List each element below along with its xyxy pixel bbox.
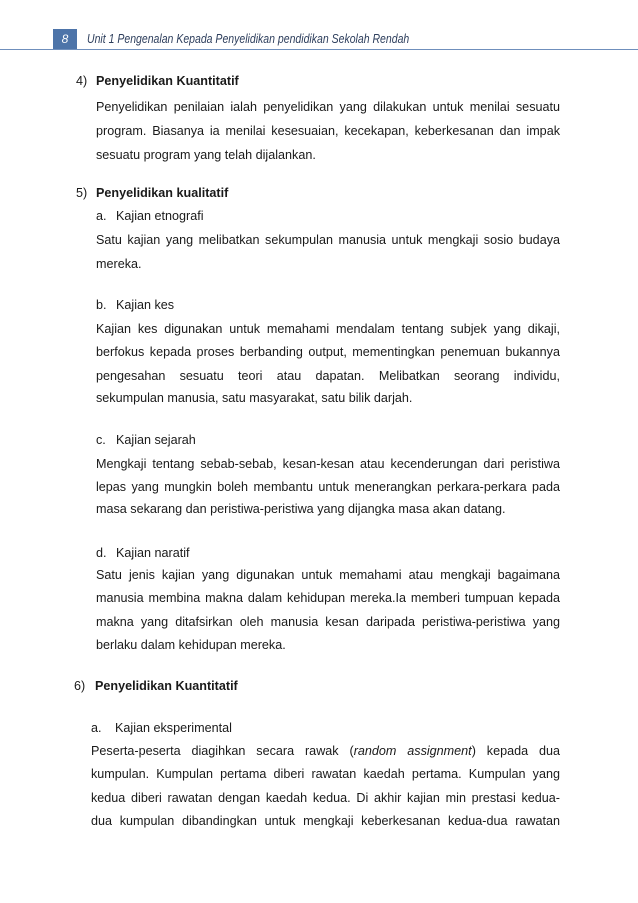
italic-term: random assignment xyxy=(353,744,472,758)
subsection-5c-line: lepas yang mungkin boleh membantu untuk menerangkan perkara-perkara pada xyxy=(96,480,560,494)
subsection-title: Kajian kes xyxy=(116,298,175,312)
subsection-6a-line: dua kumpulan dibandingkan untuk mengkaji keberkesanan kedua-dua rawatan xyxy=(91,814,560,828)
subsection-5d-line: manusia membina makna dalam kehidupan mereka.Ia memberi tumpuan kepada xyxy=(96,591,560,605)
section-4-line: sesuatu program yang telah dijalankan. xyxy=(96,148,316,162)
subsection-5a-label xyxy=(96,208,204,224)
subsection-letter: d. xyxy=(96,546,107,560)
subsection-5c-line: Mengkaji tentang sebab-sebab, kesan-kesan atau kecenderungan dari peristiwa xyxy=(96,457,560,471)
header-rule xyxy=(0,49,638,50)
subsection-5c-line: masa sekarang dan peristiwa-peristiwa yang dijangka masa akan datang. xyxy=(96,502,506,516)
section-5-number: 5) xyxy=(76,186,88,200)
subsection-5b-line: berfokus kepada proses berbanding output, mementingkan penemuan bukannya xyxy=(96,345,560,359)
subsection-5b-line: sekumpulan manusia, satu masyarakat, satu bilik darjah. xyxy=(96,391,413,405)
subsection-5a-line: mereka. xyxy=(96,257,142,271)
section-5-title: Penyelidikan kualitatif xyxy=(96,186,229,200)
section-6-number: 6) xyxy=(74,679,86,693)
section-4-number: 4) xyxy=(76,74,88,88)
subsection-5d-label xyxy=(96,545,190,561)
subsection-5d-line: berlaku dalam kehidupan mereka. xyxy=(96,638,286,652)
section-6-title: Penyelidikan Kuantitatif xyxy=(95,679,238,693)
line-text: Peserta-peserta diagihkan secara rawak ( xyxy=(91,744,354,758)
page-header xyxy=(0,29,638,51)
subsection-5b-line: pengesahan sesuatu teori atau dapatan. Melibatkan seorang individu, xyxy=(96,369,560,383)
section-4-line: program. Biasanya ia menilai kesesuaian, kecekapan, keberkesanan dan impak xyxy=(96,124,560,138)
subsection-letter: a. xyxy=(91,721,102,735)
section-4-title: Penyelidikan Kuantitatif xyxy=(96,74,239,88)
subsection-letter: b. xyxy=(96,298,107,312)
subsection-letter: c. xyxy=(96,433,106,447)
subsection-5b-line: Kajian kes digunakan untuk memahami mendalam tentang subjek yang dikaji, xyxy=(96,322,560,336)
subsection-letter: a. xyxy=(96,209,107,223)
subsection-5a-line: Satu kajian yang melibatkan sekumpulan manusia untuk mengkaji sosio budaya xyxy=(96,233,560,247)
subsection-title: Kajian etnografi xyxy=(116,209,204,223)
subsection-title: Kajian eksperimental xyxy=(115,721,232,735)
subsection-5b-label xyxy=(96,297,174,313)
header-title: Unit 1 Pengenalan Kepada Penyelidikan pendidikan Sekolah Rendah xyxy=(87,32,410,46)
subsection-5c-label xyxy=(96,432,196,448)
subsection-6a-line xyxy=(91,743,560,759)
line-text: ) kepada dua xyxy=(471,744,560,758)
subsection-6a-line: kumpulan. Kumpulan pertama diberi rawatan kaedah pertama. Kumpulan yang xyxy=(91,767,560,781)
subsection-title: Kajian sejarah xyxy=(116,433,196,447)
subsection-5d-line: Satu jenis kajian yang digunakan untuk memahami atau mengkaji bagaimana xyxy=(96,568,560,582)
subsection-5d-line: makna yang ditafsirkan oleh manusia kesan daripada peristiwa-peristiwa yang xyxy=(96,615,560,629)
subsection-6a-line: kedua diberi rawatan dengan kaedah kedua. Di akhir kajian min prestasi kedua- xyxy=(91,791,560,805)
subsection-6a-label xyxy=(91,720,232,736)
section-4-line: Penyelidikan penilaian ialah penyelidikan yang dilakukan untuk menilai sesuatu xyxy=(96,100,560,114)
subsection-title: Kajian naratif xyxy=(116,546,190,560)
page-number: 8 xyxy=(53,29,77,49)
